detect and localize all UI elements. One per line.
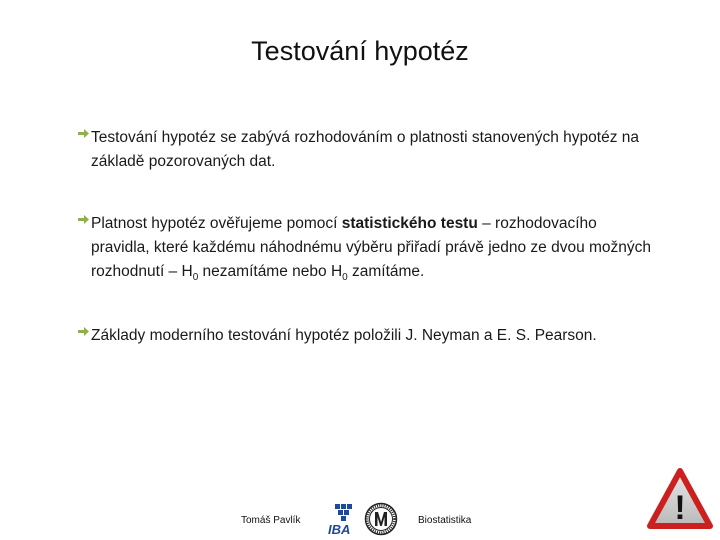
svg-text:!: !	[674, 489, 686, 527]
footer-author: Tomáš Pavlík	[241, 515, 301, 526]
footer-subject: Biostatistika	[418, 515, 472, 526]
bullet-arrow-icon	[78, 215, 89, 224]
bullet-text-middle: nezamítáme nebo H	[198, 263, 343, 280]
slide-title: Testování hypotéz	[251, 36, 469, 66]
bullet-item	[78, 324, 597, 348]
bullet-item	[78, 126, 658, 174]
bullet-item	[78, 212, 658, 284]
bullet-text: Testování hypotéz se zabývá rozhodováním o platnosti stanovených hypotéz na základě pozorovaných dat.	[91, 129, 640, 170]
iba-logo	[326, 502, 356, 536]
bullet-list	[78, 126, 658, 344]
university-seal-logo	[364, 502, 398, 536]
bullet-text-end: zamítáme.	[347, 263, 425, 280]
bullet-arrow-icon	[78, 129, 89, 138]
subscript: 0	[192, 272, 199, 284]
warning-icon	[647, 468, 713, 530]
svg-text:IBA: IBA	[328, 522, 351, 536]
bullet-text-before: Platnost hypotéz ověřujeme pomocí	[91, 215, 342, 232]
bullet-arrow-icon	[78, 327, 89, 336]
bullet-text-bold: statistického testu	[341, 215, 478, 232]
subscript: 0	[342, 272, 348, 284]
bullet-text: Základy moderního testování hypotéz položili J. Neyman a E. S. Pearson.	[91, 327, 597, 344]
bullet-text-after: – rozhodovacího pravidla, které každému náhodnému výběru přiřadí právě jedno ze dvou možných rozhodnutí – H	[91, 215, 652, 280]
